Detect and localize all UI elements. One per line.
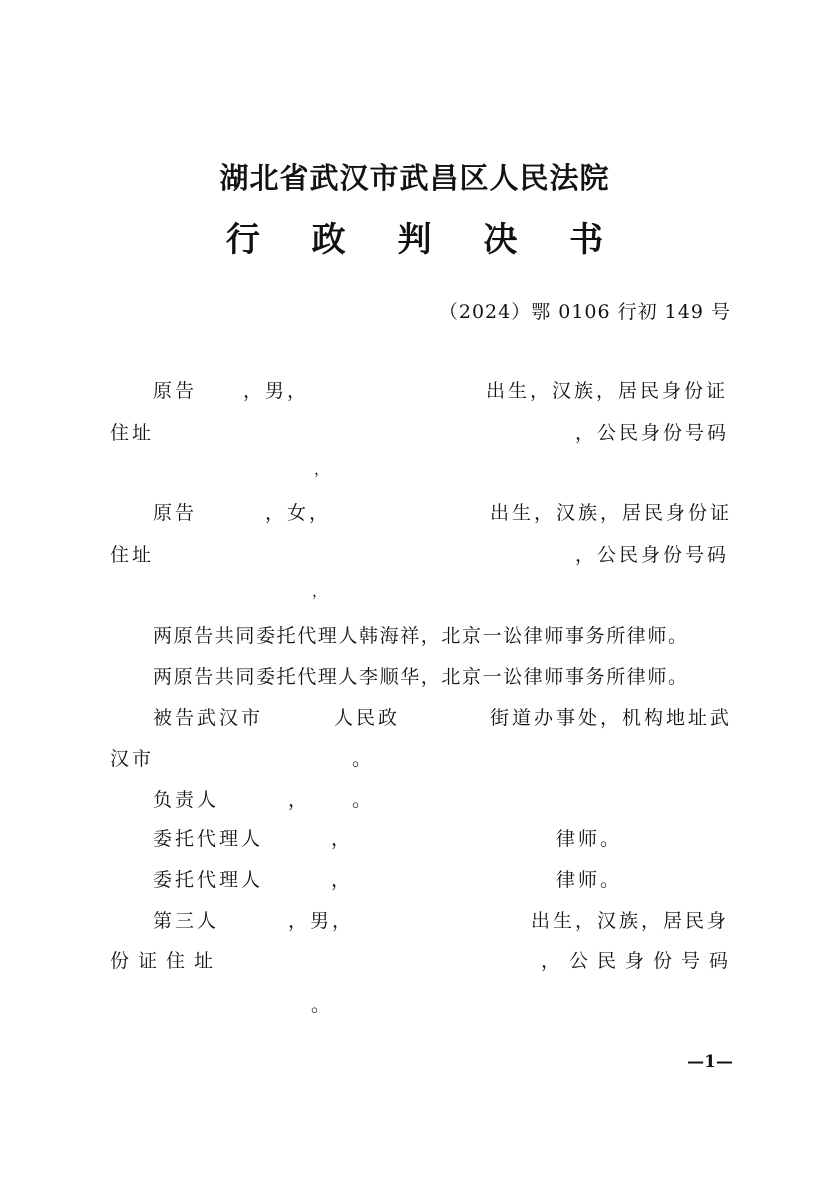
page-number: —1—	[687, 1052, 733, 1072]
defendant-part3: 街道办事处，机构地址武	[490, 707, 733, 729]
plaintiff2-label: 原告	[153, 502, 198, 524]
defendant-agent-a-comma: ，	[331, 828, 354, 850]
third-party-end-punct: 。	[311, 994, 334, 1016]
plaintiff1-end-punct: ，	[314, 460, 333, 478]
third-party-birth-info: 出生，汉族，居民身	[531, 910, 730, 932]
plaintiff1-id-label: ，公民身份号码	[575, 422, 730, 444]
document-type-title: 行 政 判 决 书	[225, 220, 624, 260]
third-party-label: 第三人	[153, 910, 220, 932]
plaintiff2-address-label: 住址	[110, 544, 155, 566]
plaintiff2-end-punct: ，	[312, 582, 331, 600]
defendant-part2: 人民政	[334, 707, 401, 729]
defendant-end-punct: 。	[352, 748, 375, 770]
case-number: （2024）鄂 0106 行初 149 号	[438, 301, 731, 323]
plaintiff1-label: 原告	[153, 380, 198, 402]
plaintiff2-id-label: ，公民身份号码	[575, 544, 730, 566]
plaintiff1-birth-info: 出生，汉族，居民身份证	[486, 380, 729, 402]
plaintiff2-birth-info: 出生，汉族，居民身份证	[490, 502, 733, 524]
defendant-part1: 被告武汉市	[153, 707, 264, 729]
plaintiff-agent-1: 两原告共同委托代理人韩海祥，北京一讼律师事务所律师。	[153, 625, 689, 647]
plaintiff1-gender: ，男，	[243, 380, 310, 402]
third-party-gender: ，男，	[288, 910, 355, 932]
responsible-person-label: 负责人	[153, 789, 220, 811]
responsible-person-comma: ，	[288, 789, 311, 811]
third-party-id-label: ，公民身份号码	[541, 950, 738, 972]
plaintiff-agent-2: 两原告共同委托代理人李顺华，北京一讼律师事务所律师。	[153, 666, 689, 688]
responsible-person-end: 。	[352, 789, 375, 811]
defendant-agent-b-title: 律师。	[556, 869, 623, 891]
third-party-address-label: 份证住址	[110, 950, 223, 972]
court-name: 湖北省武汉市武昌区人民法院	[219, 161, 610, 195]
plaintiff2-gender: ，女，	[265, 502, 332, 524]
defendant-agent-b-comma: ，	[331, 869, 354, 891]
defendant-part4: 汉市	[110, 748, 155, 770]
defendant-agent-b-label: 委托代理人	[153, 869, 264, 891]
defendant-agent-a-label: 委托代理人	[153, 828, 264, 850]
plaintiff1-address-label: 住址	[110, 422, 155, 444]
defendant-agent-a-title: 律师。	[556, 828, 623, 850]
